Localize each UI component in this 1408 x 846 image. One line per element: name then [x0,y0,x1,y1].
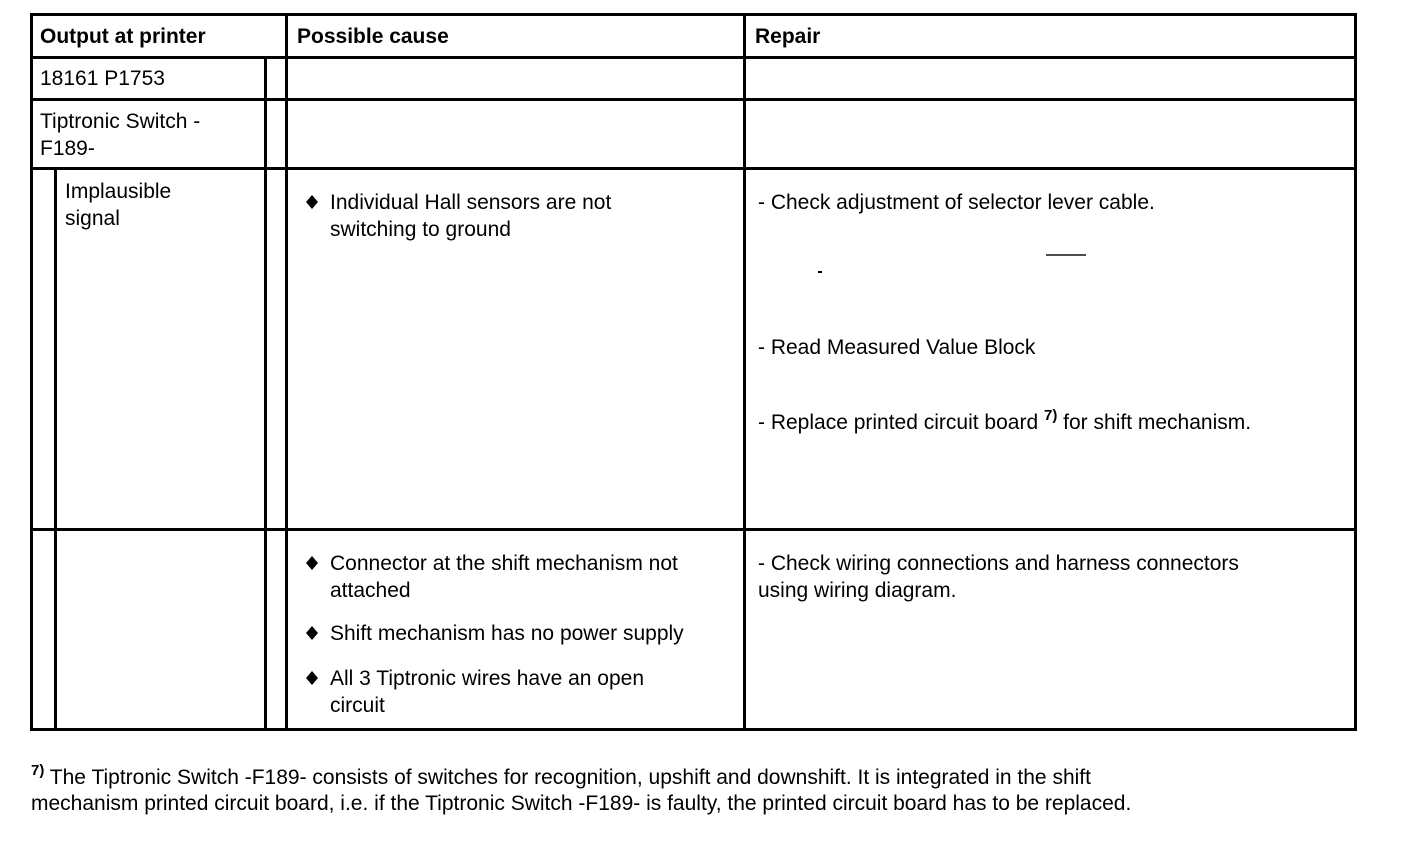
cause-item-line1: All 3 Tiptronic wires have an open [330,667,645,690]
header-possible-cause: Possible cause [297,25,449,48]
diamond-bullet-icon [306,195,318,209]
cause-item-line2: switching to ground [330,218,511,241]
row-fault-bottom-border [30,528,1357,531]
repair-step-read-block: - Read Measured Value Block [758,336,1036,359]
header-repair: Repair [755,25,821,48]
scan-speck [1046,254,1086,256]
col2-divider [743,13,746,731]
table-left-border [30,13,33,731]
fault-description-line1: Implausible [65,180,172,203]
table-top-border [30,13,1357,16]
header-output-at-printer: Output at printer [40,25,206,48]
repair-step-check-wiring-line1: - Check wiring connections and harness connectors [758,552,1239,575]
repair-step-replace-text: - Replace printed circuit board [758,411,1039,434]
col1-divider [285,13,288,731]
fault-description-line2: signal [65,207,120,230]
footnote-text-line1: The Tiptronic Switch -F189- consists of switches for recognition, upshift and downshift. It is integrated in the shift [44,766,1091,789]
diamond-bullet-icon [306,671,318,685]
table-right-border [1354,13,1357,731]
cause-item-line2: circuit [330,694,385,717]
repair-step-replace-suffix: for shift mechanism. [1063,411,1252,434]
cause-item-line1: Shift mechanism has no power supply [330,622,684,645]
row-component-bottom-border [30,167,1357,170]
row-code-bottom-border [30,98,1357,101]
table-bottom-border [30,728,1357,731]
col1-inner-divider [264,56,267,731]
diamond-bullet-icon [306,556,318,570]
footnote-line1 [31,764,1091,793]
footnote-line2: mechanism printed circuit board, i.e. if the Tiptronic Switch -F189- is faulty, the printed circuit board has to be replaced. [31,792,1132,815]
diamond-bullet-icon [306,626,318,640]
footnote-reference: 7) [1043,407,1058,424]
repair-step-check-cable: - Check adjustment of selector lever cable. [758,191,1155,214]
cause-item-line1: Connector at the shift mechanism not [330,552,678,575]
header-bottom-border [30,56,1357,59]
cause-item-line2: attached [330,579,411,602]
cause-item-line1: Individual Hall sensors are not [330,191,612,214]
footnote-marker: 7) [31,762,45,779]
component-name-line1: Tiptronic Switch - [40,110,201,133]
indent-divider [54,167,57,731]
fault-code: 18161 P1753 [40,67,165,90]
repair-step-replace-board [758,409,1251,438]
scan-speck [818,271,822,273]
repair-step-check-wiring-line2: using wiring diagram. [758,579,957,602]
component-name-line2: F189- [40,137,95,160]
